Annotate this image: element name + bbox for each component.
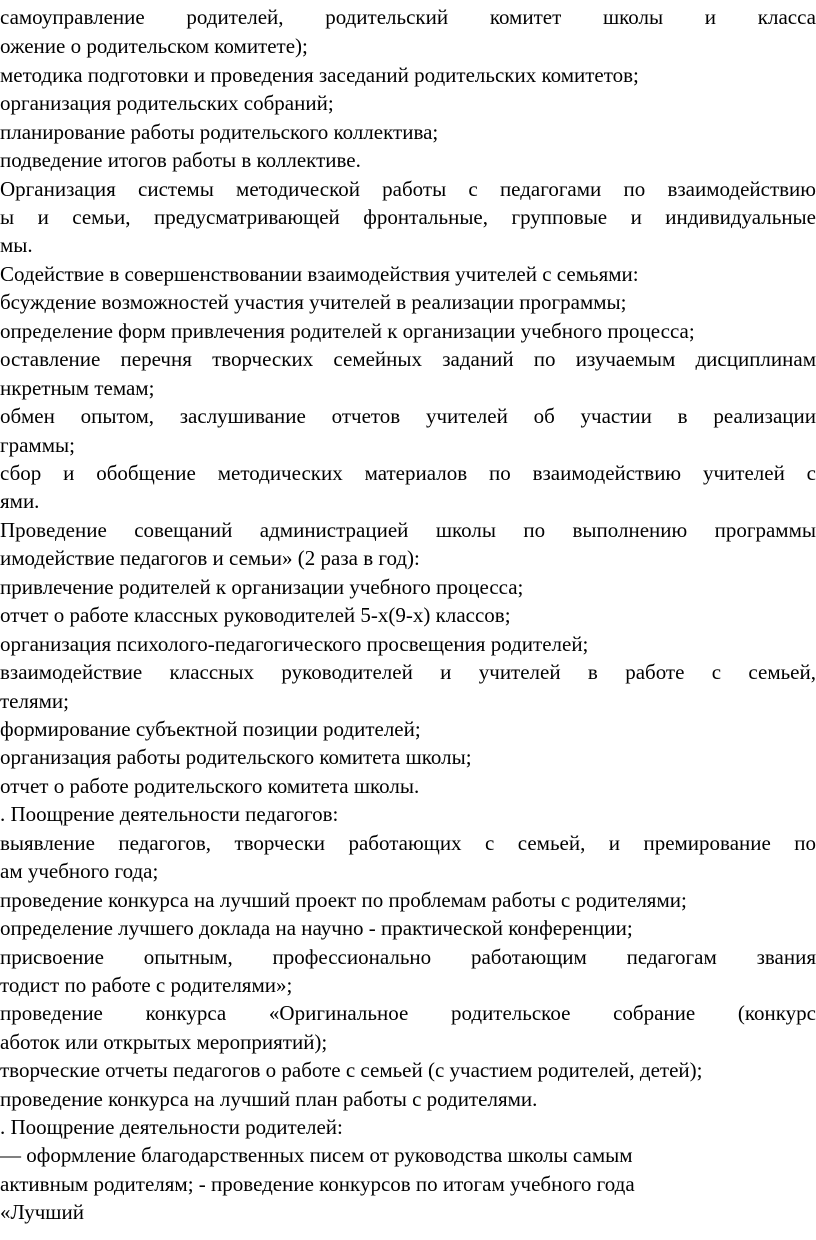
text-line: привлечение родителей к организации учебного процесса; bbox=[0, 575, 524, 599]
text-line: отчет о работе классных руководителей 5-х(9-х) классов; bbox=[0, 603, 511, 627]
text-line: выявление педагогов, творчески работающих с семьей, и премирование по bbox=[0, 831, 816, 855]
text-line: Проведение совещаний администрацией школы по выполнению программы bbox=[0, 518, 816, 542]
text-line: определение лучшего доклада на научно - практической конференции; bbox=[0, 916, 633, 940]
text-line: проведение конкурса на лучший проект по проблемам работы с родителями; bbox=[0, 888, 687, 912]
text-line: обмен опытом, заслушивание отчетов учителей об участии в реализации bbox=[0, 404, 816, 428]
text-line: тодист по работе с родителями»; bbox=[0, 973, 293, 997]
text-line: подведение итогов работы в коллективе. bbox=[0, 148, 361, 172]
text-line: ы и семьи, предусматривающей фронтальные, групповые и индивидуальные bbox=[0, 205, 816, 229]
text-line: организация психолого-педагогического просвещения родителей; bbox=[0, 632, 589, 656]
text-line: формирование субъектной позиции родителей; bbox=[0, 717, 421, 741]
text-line: ями. bbox=[0, 489, 40, 513]
text-line: оставление перечня творческих семейных заданий по изучаемым дисциплинам bbox=[0, 347, 816, 371]
text-line: организация работы родительского комитета школы; bbox=[0, 745, 472, 769]
text-line: нкретным темам; bbox=[0, 376, 155, 400]
text-line: творческие отчеты педагогов о работе с семьей (с участием родителей, детей); bbox=[0, 1058, 703, 1082]
text-line: . Поощрение деятельности педагогов: bbox=[0, 802, 339, 826]
text-line: Содействие в совершенствовании взаимодействия учителей с семьями: bbox=[0, 262, 639, 286]
text-line: . Поощрение деятельности родителей: bbox=[0, 1115, 343, 1139]
text-line: — оформление благодарственных писем от руководства школы самым bbox=[0, 1143, 633, 1167]
text-line: планирование работы родительского коллектива; bbox=[0, 120, 439, 144]
text-line: телями; bbox=[0, 689, 69, 713]
text-line: активным родителям; - проведение конкурсов по итогам учебного года bbox=[0, 1172, 635, 1196]
text-line: имодействие педагогов и семьи» (2 раза в год): bbox=[0, 546, 420, 570]
text-line: методика подготовки и проведения заседаний родительских комитетов; bbox=[0, 63, 639, 87]
text-line: мы. bbox=[0, 233, 33, 257]
text-line: ам учебного года; bbox=[0, 859, 159, 883]
text-line: самоуправление родителей, родительский комитет школы и класса bbox=[0, 5, 816, 29]
text-line: отчет о работе родительского комитета школы. bbox=[0, 774, 420, 798]
text-line: проведение конкурса на лучший план работы с родителями. bbox=[0, 1087, 538, 1111]
text-line: организация родительских собраний; bbox=[0, 91, 334, 115]
text-line: «Лучший bbox=[0, 1200, 84, 1224]
text-line: Организация системы методической работы с педагогами по взаимодействию bbox=[0, 177, 816, 201]
text-line: сбор и обобщение методических материалов по взаимодействию учителей с bbox=[0, 461, 816, 485]
text-line: ожение о родительском комитете); bbox=[0, 34, 308, 58]
text-line: присвоение опытным, профессионально работающим педагогам звания bbox=[0, 945, 816, 969]
text-line: проведение конкурса «Оригинальное родительское собрание (конкурс bbox=[0, 1001, 816, 1025]
text-line: граммы; bbox=[0, 433, 75, 457]
text-line: определение форм привлечения родителей к организации учебного процесса; bbox=[0, 319, 695, 343]
text-line: бсуждение возможностей участия учителей в реализации программы; bbox=[0, 290, 627, 314]
text-line: взаимодействие классных руководителей и учителей в работе с семьей, bbox=[0, 660, 816, 684]
text-line: аботок или открытых мероприятий); bbox=[0, 1030, 328, 1054]
